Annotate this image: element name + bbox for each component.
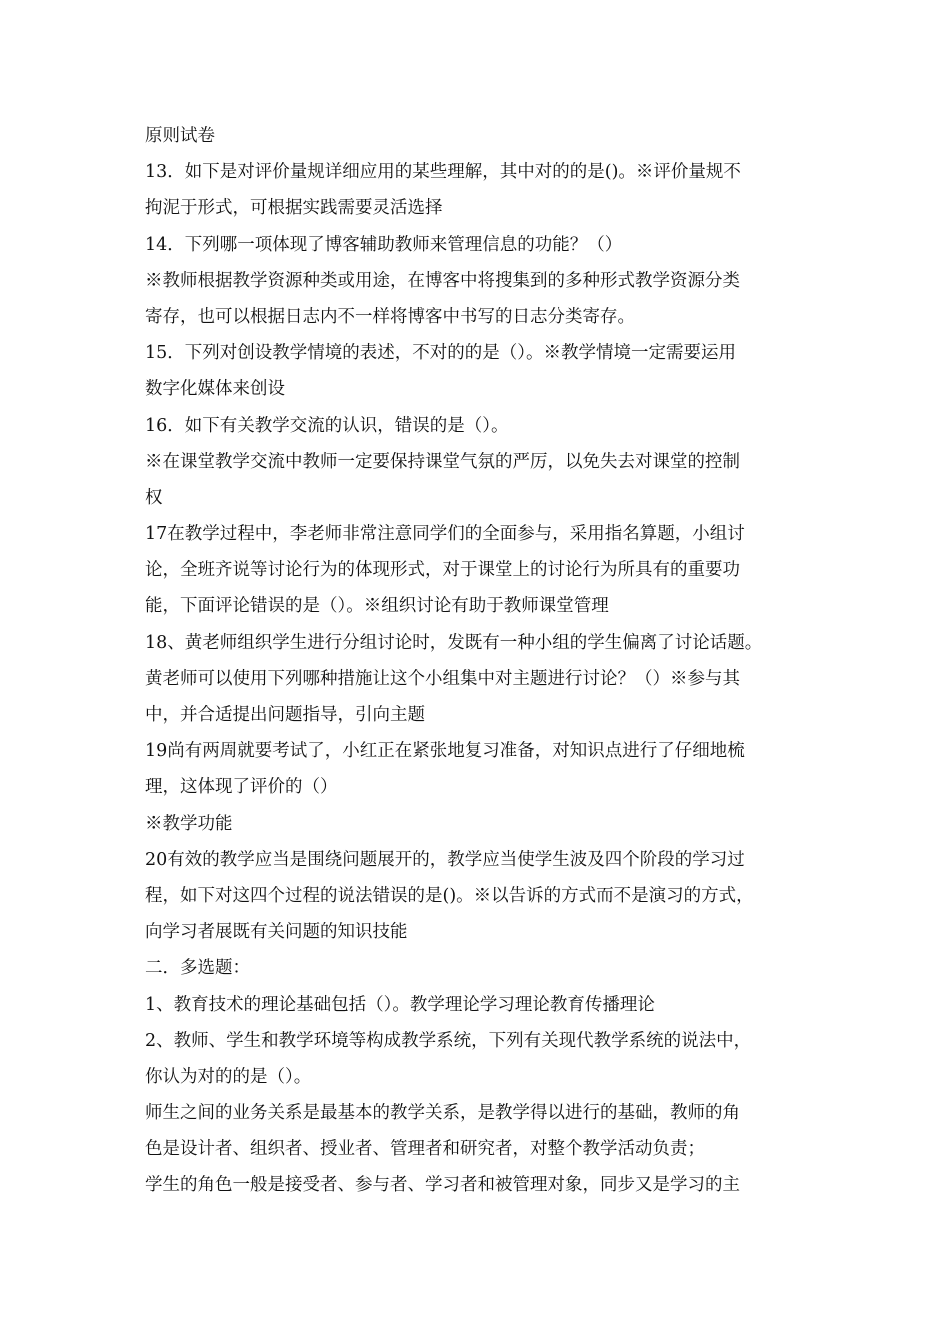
question-17-line-2: 论，全班齐说等讨论行为的体现形式，对于课堂上的讨论行为所具有的重要功 — [145, 560, 740, 581]
multi-answer-2-line-2: 色是设计者、组织者、授业者、管理者和研究者，对整个教学活动负责； — [145, 1139, 705, 1160]
question-17-line-1: 17在教学过程中，李老师非常注意同学们的全面参与，采用指名算题，小组讨 — [145, 524, 745, 545]
question-20-line-3: 向学习者展既有关问题的知识技能 — [145, 922, 408, 943]
question-20-line-1: 20有效的教学应当是围绕问题展开的，教学应当使学生波及四个阶段的学习过 — [145, 849, 745, 870]
question-19-line-2: 理，这体现了评价的（） — [145, 777, 338, 798]
question-14-line-1: 14．下列哪一项体现了博客辅助教师来管理信息的功能？（） — [145, 234, 623, 255]
question-13-line-2: 拘泥于形式，可根据实践需要灵活选择 — [145, 198, 443, 219]
answer-19-line-1: ※教学功能 — [145, 813, 233, 834]
answer-14-line-2: 寄存，也可以根据日志内不一样将博客中书写的日志分类寄存。 — [145, 306, 635, 327]
answer-14-line-1: ※教师根据教学资源种类或用途，在博客中将搜集到的多种形式教学资源分类 — [145, 270, 740, 291]
multi-answer-2-line-3: 学生的角色一般是接受者、参与者、学习者和被管理对象，同步又是学习的主 — [145, 1175, 740, 1196]
text-line: 原则试卷 — [145, 126, 215, 146]
multi-answer-2-line-1: 师生之间的业务关系是最基本的教学关系，是教学得以进行的基础，教师的角 — [145, 1103, 740, 1124]
question-20-line-2: 程，如下对这四个过程的说法错误的是()。※以告诉的方式而不是演习的方式， — [145, 885, 754, 906]
question-17-line-3: 能，下面评论错误的是（）。※组织讨论有助于教师课堂管理 — [145, 596, 609, 617]
answer-16-line-2: 权 — [145, 487, 163, 508]
question-15-line-1: 15．下列对创设教学情境的表述，不对的的是（）。※教学情境一定需要运用 — [145, 343, 737, 364]
question-16-line-1: 16．如下有关教学交流的认识，错误的是（）。 — [145, 415, 509, 436]
question-19-line-1: 19尚有两周就要考试了，小红正在紧张地复习准备，对知识点进行了仔细地梳 — [145, 741, 745, 762]
section-heading-multiple-choice: 二．多选题： — [145, 958, 250, 979]
answer-16-line-1: ※在课堂教学交流中教师一定要保持课堂气氛的严厉，以免失去对课堂的控制 — [145, 451, 740, 472]
question-18-line-1: 18、黄老师组织学生进行分组讨论时，发既有一种小组的学生偏离了讨论话题。 — [145, 632, 763, 653]
question-13-line-1: 13．如下是对评价量规详细应用的某些理解，其中对的的是()。※评价量规不 — [145, 162, 741, 183]
multi-question-2-line-2: 你认为对的的是（）。 — [145, 1066, 312, 1087]
document-body — [145, 118, 825, 1204]
question-18-line-2: 黄老师可以使用下列哪种措施让这个小组集中对主题进行讨论？（）※参与其 — [145, 668, 740, 689]
question-15-line-2: 数字化媒体来创设 — [145, 379, 285, 400]
multi-question-2-line-1: 2、教师、学生和教学环境等构成教学系统，下列有关现代教学系统的说法中， — [145, 1030, 752, 1051]
question-18-line-3: 中，并合适提出问题指导，引向主题 — [145, 705, 425, 725]
multi-question-1-line-1: 1、教育技术的理论基础包括（）。教学理论学习理论教育传播理论 — [145, 994, 655, 1015]
